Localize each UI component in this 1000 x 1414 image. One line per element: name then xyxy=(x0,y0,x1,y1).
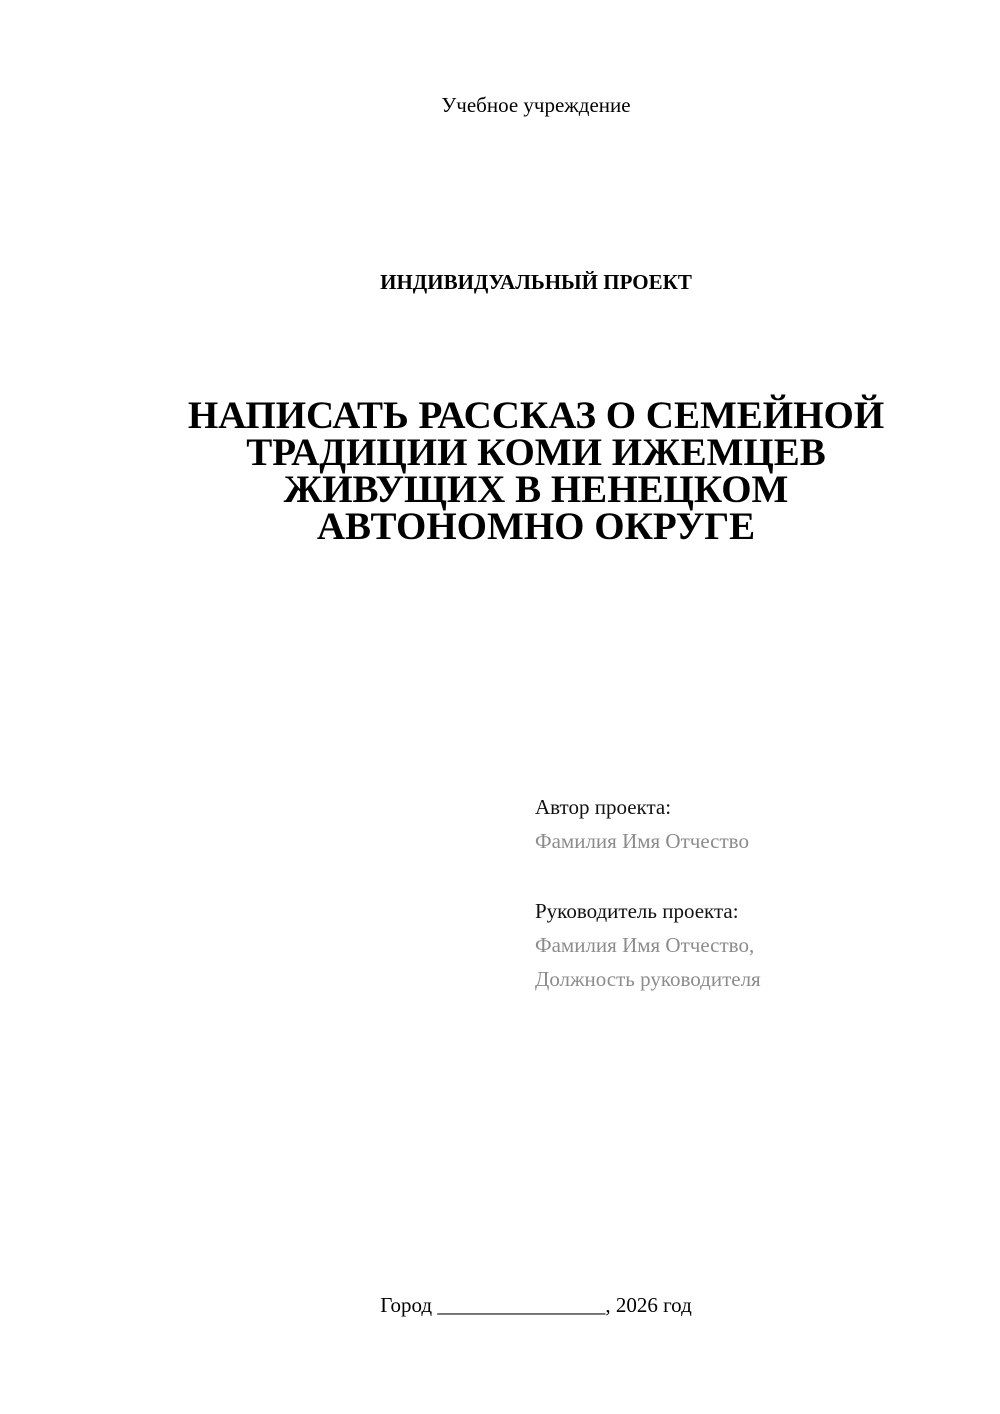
institution-name: Учебное учреждение xyxy=(441,93,631,117)
project-title-line: ТРАДИЦИИ КОМИ ИЖЕМЦЕВ xyxy=(246,431,826,474)
credits-spacer xyxy=(535,858,975,894)
project-title-line: АВТОНОМНО ОКРУГЕ xyxy=(316,505,756,548)
project-title xyxy=(160,394,912,548)
author-label: Автор проекта: xyxy=(535,795,672,819)
supervisor-label: Руководитель проекта: xyxy=(535,899,739,923)
supervisor-name: Фамилия Имя Отчество, xyxy=(535,933,755,957)
document-type: ИНДИВИДУАЛЬНЫЙ ПРОЕКТ xyxy=(380,270,692,294)
city-year-line: Город ________________, 2026 год xyxy=(380,1293,692,1317)
project-title-line: НАПИСАТЬ РАССКАЗ О СЕМЕЙНОЙ xyxy=(187,394,885,437)
credits-block xyxy=(535,790,975,996)
supervisor-position: Должность руководителя xyxy=(535,967,761,991)
author-name: Фамилия Имя Отчество xyxy=(535,829,749,853)
project-title-line: ЖИВУЩИХ В НЕНЕЦКОМ xyxy=(283,468,789,511)
